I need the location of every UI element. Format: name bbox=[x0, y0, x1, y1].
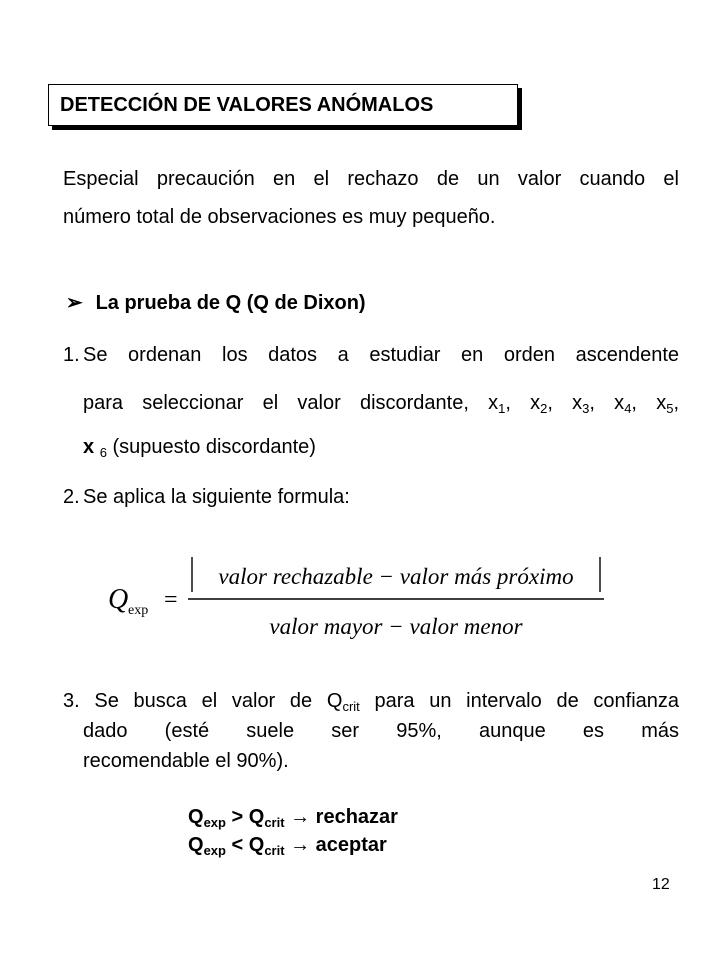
intro-line-2: número total de observaciones es muy pequeño. bbox=[63, 206, 496, 228]
formula-lhs: Q bbox=[108, 584, 129, 615]
section-title: DETECCIÓN DE VALORES ANÓMALOS bbox=[60, 94, 434, 116]
step-1-x6: x bbox=[83, 436, 95, 458]
step-2-text: Se aplica la siguiente formula: bbox=[83, 486, 350, 508]
intro-paragraph bbox=[63, 160, 679, 236]
step-1-line-2: para seleccionar el valor discordante, $x_1$, $x_2$, $x_3$, $x_4$, $x_5$, bbox=[83, 392, 679, 416]
step-3-line-2: dado (esté suele ser 95%, aunque es más bbox=[83, 720, 679, 742]
step-1-line-3-text: (supuesto discordante) bbox=[106, 436, 316, 458]
step-1-x6-sub: 6 bbox=[99, 445, 107, 460]
formula-denominator: valor mayor − valor menor bbox=[269, 614, 523, 639]
formula-equals: = bbox=[164, 587, 178, 613]
arrow-bullet-icon: ➢ bbox=[66, 292, 83, 314]
formula-numerator: valor rechazable − valor más próximo bbox=[218, 564, 574, 589]
step-3-line-3: recomendable el 90%). bbox=[83, 750, 289, 772]
formula-lhs-sub: exp bbox=[128, 603, 149, 618]
section-title-box bbox=[48, 84, 518, 126]
dixon-q-formula bbox=[108, 552, 608, 642]
step-1-line-2-text: para seleccionar el valor discordante, x bbox=[83, 392, 499, 414]
step-1-line-3 bbox=[83, 436, 316, 459]
step-3-line-1b: para un intervalo de confianza bbox=[359, 690, 680, 712]
intro-line-1: Especial precaución en el rechazo de un valor cuando el bbox=[63, 168, 679, 190]
bullet-label: La prueba de Q (Q de Dixon) bbox=[95, 292, 366, 314]
page-number: 12 bbox=[652, 876, 670, 893]
step-3-line-1a: 3. Se busca el valor de Q bbox=[63, 690, 343, 712]
step-3-line-1 bbox=[63, 690, 679, 713]
step-2-number: 2. bbox=[63, 486, 80, 508]
rule-reject: $Q_{exp} > Q_{crit}$ → rechazar bbox=[188, 806, 398, 830]
bullet-item bbox=[66, 290, 366, 315]
step-3-crit-sub: crit bbox=[342, 699, 360, 714]
rule-accept: $Q_{exp} < Q_{crit}$ → aceptar bbox=[188, 834, 387, 858]
step-1-number: 1. bbox=[63, 344, 80, 366]
step-1-line-1: Se ordenan los datos a estudiar en orden ascendente bbox=[83, 344, 679, 366]
